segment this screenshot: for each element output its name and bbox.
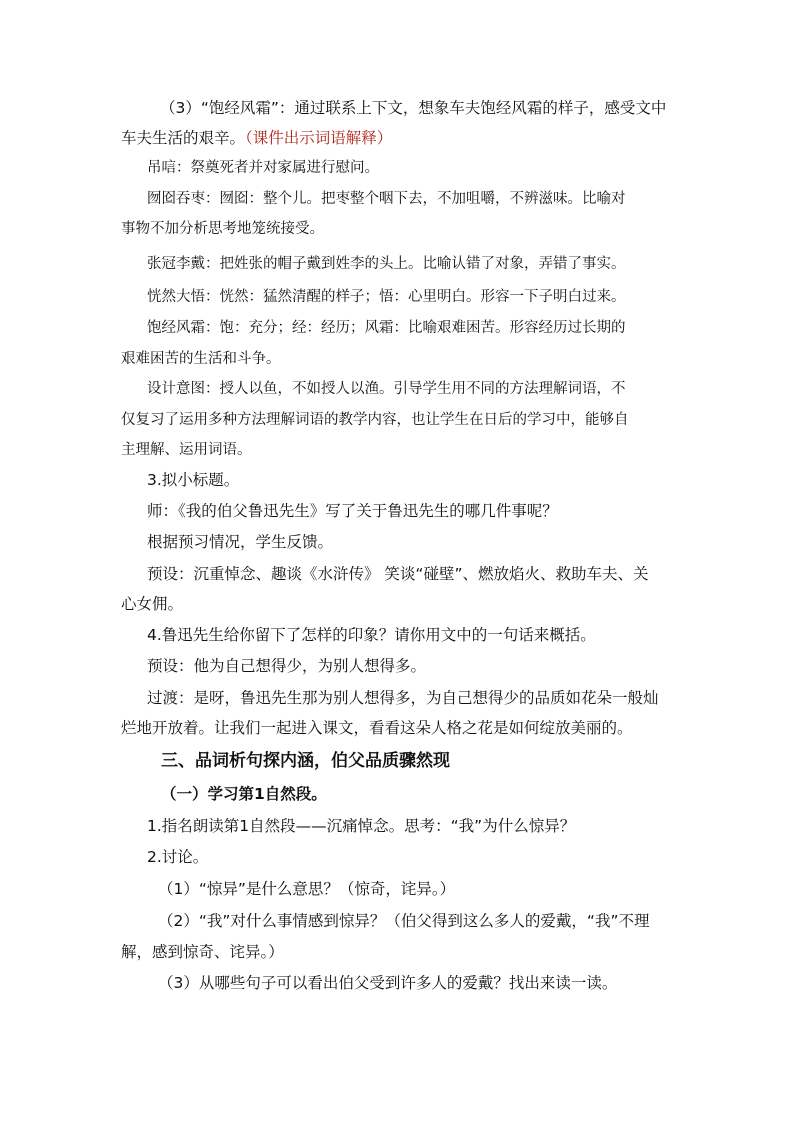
text-line: 2.讨论。 [147, 848, 209, 866]
text-line: 仅复习了运用多种方法理解词语的教学内容，也让学生在日后的学习中，能够自 [121, 412, 629, 428]
text-line: 过渡：是呀，鲁迅先生那为别人想得多，为自己想得少的品质如花朵一般灿 [147, 689, 659, 707]
text-line: 车夫生活的艰辛。（课件出示词语解释） [121, 129, 393, 147]
text-line: 恍然大悟：恍然：猛然清醒的样子；悟：心里明白。形容一下子明白过来。 [147, 289, 626, 305]
text-line: 师：《我的伯父鲁迅先生》写了关于鲁迅先生的哪几件事呢？ [147, 502, 558, 520]
text-line: （2）“我”对什么事情感到惊异？（伯父得到这么多人的爱戴，“我”不理 [158, 912, 650, 930]
text-line: 心女佣。 [121, 595, 184, 613]
text-line: （1）“惊异”是什么意思？（惊奇，诧异。） [158, 880, 456, 898]
text-line: 根据预习情况，学生反馈。 [147, 533, 334, 551]
text-line: 设计意图：授人以鱼，不如授人以渔。引导学生用不同的方法理解词语，不 [147, 381, 626, 397]
text-line: 张冠李戴：把姓张的帽子戴到姓李的头上。比喻认错了对象，弄错了事实。 [147, 256, 626, 272]
text-line: 饱经风霜：饱：充分；经：经历；风霜：比喻艰难困苦。形容经历过长期的 [147, 320, 626, 336]
text-line: 艰难困苦的生活和斗争。 [121, 351, 281, 367]
text-line: 囫囵吞枣：囫囵：整个儿。把枣整个咽下去，不加咀嚼，不辨滋味。比喻对 [147, 191, 626, 207]
courseware-note: （课件出示词语解释） [245, 129, 393, 147]
text-line: 主理解、运用词语。 [121, 442, 252, 458]
text-line: （3）“饱经风霜”：通过联系上下文，想象车夫饱经风霜的样子，感受文中 [160, 99, 667, 117]
subsection-heading: （一）学习第1自然段。 [161, 785, 327, 803]
text-line: 吊唁：祭奠死者并对家属进行慰问。 [147, 160, 379, 176]
text-line: 3.拟小标题。 [147, 471, 240, 489]
text-line: 烂地开放着。让我们一起进入课文，看看这朵人格之花是如何绽放美丽的。 [121, 719, 633, 737]
text-line: 1.指名朗读第1自然段——沉痛悼念。思考：“我”为什么惊异？ [147, 817, 576, 835]
text-line: 预设：沉重悼念、趣谈《水浒传》 笑谈“碰壁”、燃放焰火、救助车夫、关 [147, 565, 649, 583]
text-line: 4.鲁迅先生给你留下了怎样的印象？请你用文中的一句话来概括。 [147, 626, 596, 644]
text-line: 事物不加分析思考地笼统接受。 [121, 221, 324, 237]
section-heading: 三、品词析句探内涵，伯父品质骤然现 [161, 751, 450, 771]
text-line: （3）从哪些句子可以看出伯父受到许多人的爱戴？找出来读一读。 [158, 974, 618, 992]
text-line: 解，感到惊奇、诧异。） [121, 943, 284, 961]
text-line: 预设：他为自己想得少，为别人想得多。 [147, 657, 427, 675]
